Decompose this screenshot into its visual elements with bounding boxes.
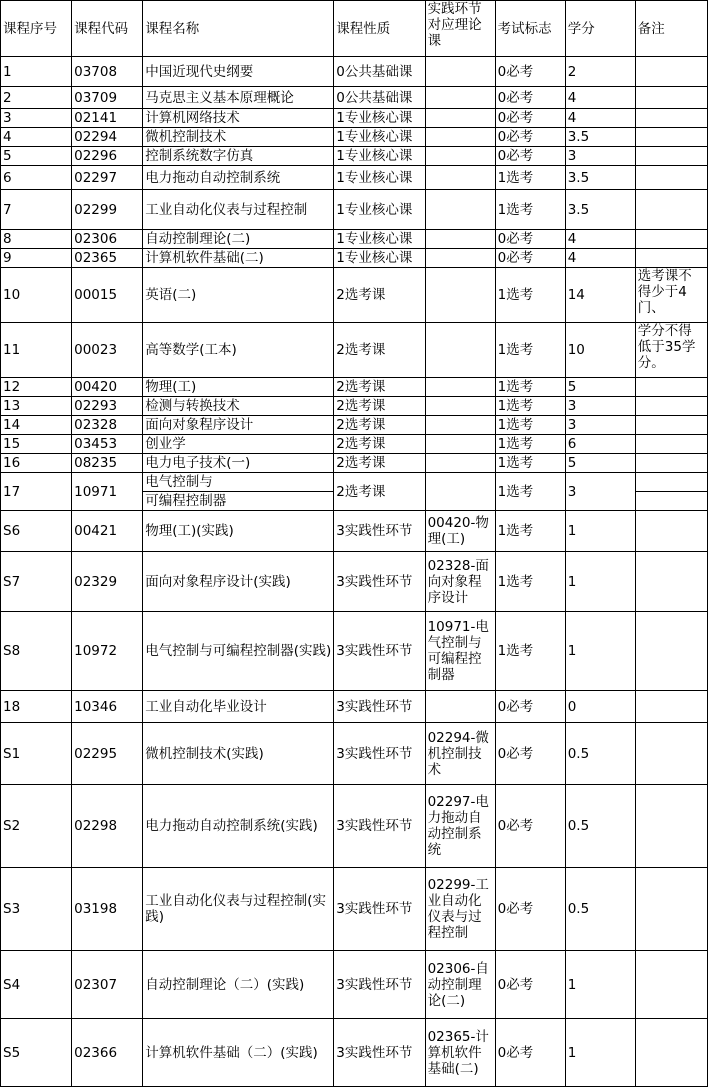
exam-flag: 0必考 [495,87,565,109]
table-row [1,323,708,378]
header-course-code: 课程代码 [72,1,143,57]
table-row [1,109,708,128]
note: 学分不得低于35学分。 [635,323,707,378]
exam-flag: 1选考 [495,552,565,612]
related-theory [425,166,495,190]
credit: 0.5 [565,868,635,951]
course-name: 面向对象程序设计(实践) [143,552,334,612]
course-no: 2 [1,87,72,109]
credit: 4 [565,87,635,109]
note [635,454,707,473]
credit: 1 [565,951,635,1019]
related-theory [425,268,495,323]
credit: 0 [565,691,635,723]
table-row [1,190,708,230]
credit: 4 [565,109,635,128]
note [635,57,707,87]
note [635,435,707,454]
course-no: 12 [1,378,72,397]
exam-flag: 1选考 [495,454,565,473]
note [635,249,707,268]
course-code: 02295 [72,723,143,785]
exam-flag: 0必考 [495,1019,565,1087]
course-name: 微机控制技术 [143,128,334,147]
note [635,951,707,1019]
course-type: 3实践性环节 [334,511,425,552]
exam-flag: 1选考 [495,435,565,454]
note [635,723,707,785]
credit: 1 [565,511,635,552]
credit: 14 [565,268,635,323]
course-type: 3实践性环节 [334,868,425,951]
course-code: 02299 [72,190,143,230]
header-exam-flag: 考试标志 [495,1,565,57]
course-code: 03709 [72,87,143,109]
course-type: 2选考课 [334,397,425,416]
course-type: 1专业核心课 [334,147,425,166]
credit: 5 [565,454,635,473]
course-no: 17 [1,473,72,511]
course-code: 02141 [72,109,143,128]
table-row [1,249,708,268]
exam-flag: 0必考 [495,691,565,723]
course-no: 5 [1,147,72,166]
course-name: 计算机软件基础（二）(实践) [143,1019,334,1087]
exam-flag: 0必考 [495,57,565,87]
course-type: 3实践性环节 [334,723,425,785]
course-name: 自动控制理论(二) [143,230,334,249]
course-name: 微机控制技术(实践) [143,723,334,785]
course-code: 03708 [72,57,143,87]
course-code: 02366 [72,1019,143,1087]
course-name: 马克思主义基本原理概论 [143,87,334,109]
table-row [1,166,708,190]
course-code: 10971 [72,473,143,511]
credit: 3 [565,147,635,166]
related-theory: 02294-微机控制技术 [425,723,495,785]
exam-flag: 0必考 [495,951,565,1019]
course-code: 02329 [72,552,143,612]
note: 选考课不得少于4门、 [635,268,707,323]
credit: 10 [565,323,635,378]
credit: 3 [565,473,635,511]
related-theory [425,230,495,249]
related-theory: 02306-自动控制理论(二) [425,951,495,1019]
course-no: 10 [1,268,72,323]
exam-flag: 1选考 [495,511,565,552]
course-name: 物理(工) [143,378,334,397]
related-theory [425,473,495,511]
exam-flag: 1选考 [495,190,565,230]
course-no: 13 [1,397,72,416]
credit: 3.5 [565,190,635,230]
course-no: 9 [1,249,72,268]
course-no: S1 [1,723,72,785]
exam-flag: 0必考 [495,128,565,147]
course-type: 2选考课 [334,473,425,511]
course-type: 2选考课 [334,435,425,454]
exam-flag: 1选考 [495,397,565,416]
exam-flag: 0必考 [495,785,565,868]
credit: 5 [565,378,635,397]
header-credit: 学分 [565,1,635,57]
table-row [1,397,708,416]
exam-flag: 1选考 [495,378,565,397]
course-no: S8 [1,612,72,691]
course-name: 物理(工)(实践) [143,511,334,552]
table-row [1,473,708,492]
course-no: 16 [1,454,72,473]
exam-flag: 1选考 [495,166,565,190]
note [635,492,707,511]
note [635,87,707,109]
course-no: 15 [1,435,72,454]
note [635,147,707,166]
exam-flag: 1选考 [495,268,565,323]
related-theory [425,435,495,454]
related-theory [425,57,495,87]
course-no: 1 [1,57,72,87]
table-row [1,785,708,868]
course-code: 02365 [72,249,143,268]
course-no: 8 [1,230,72,249]
note [635,511,707,552]
related-theory [425,454,495,473]
course-name: 创业学 [143,435,334,454]
course-name: 自动控制理论（二）(实践) [143,951,334,1019]
course-type: 2选考课 [334,416,425,435]
course-name-line2: 可编程控制器 [143,492,334,511]
table-row [1,612,708,691]
table-row [1,511,708,552]
credit: 0.5 [565,723,635,785]
course-code: 03198 [72,868,143,951]
related-theory [425,147,495,166]
course-no: S6 [1,511,72,552]
related-theory [425,109,495,128]
table-row [1,1019,708,1087]
related-theory: 02297-电力拖动自动控制系统 [425,785,495,868]
course-code: 02294 [72,128,143,147]
course-name: 工业自动化毕业设计 [143,691,334,723]
table-row [1,87,708,109]
course-name: 英语(二) [143,268,334,323]
course-type: 3实践性环节 [334,785,425,868]
note [635,190,707,230]
course-no: 11 [1,323,72,378]
exam-flag: 1选考 [495,473,565,511]
course-type: 2选考课 [334,454,425,473]
course-type: 1专业核心课 [334,190,425,230]
note [635,868,707,951]
related-theory [425,691,495,723]
related-theory: 00420-物理(工) [425,511,495,552]
credit: 3 [565,416,635,435]
related-theory: 10971-电气控制与可编程控制器 [425,612,495,691]
related-theory [425,378,495,397]
related-theory [425,416,495,435]
related-theory: 02365-计算机软件基础(二) [425,1019,495,1087]
course-code: 02298 [72,785,143,868]
course-code: 00023 [72,323,143,378]
credit: 1 [565,612,635,691]
course-name: 计算机网络技术 [143,109,334,128]
table-row [1,552,708,612]
course-type: 1专业核心课 [334,166,425,190]
exam-flag: 1选考 [495,323,565,378]
course-no: S2 [1,785,72,868]
course-name: 高等数学(工本) [143,323,334,378]
related-theory: 02299-工业自动化仪表与过程控制 [425,868,495,951]
header-related-theory: 实践环节对应理论课 [425,1,495,57]
related-theory [425,397,495,416]
credit: 4 [565,230,635,249]
course-type: 2选考课 [334,268,425,323]
course-no: 7 [1,190,72,230]
course-type: 0公共基础课 [334,87,425,109]
note [635,109,707,128]
course-code: 08235 [72,454,143,473]
course-code: 02293 [72,397,143,416]
table-row [1,868,708,951]
credit: 4 [565,249,635,268]
course-name: 面向对象程序设计 [143,416,334,435]
course-code: 10972 [72,612,143,691]
course-code: 10346 [72,691,143,723]
course-code: 02328 [72,416,143,435]
table-row [1,268,708,323]
credit: 1 [565,552,635,612]
credit: 3.5 [565,128,635,147]
table-row [1,723,708,785]
note [635,552,707,612]
course-no: S4 [1,951,72,1019]
note [635,416,707,435]
course-name: 控制系统数字仿真 [143,147,334,166]
header-course-type: 课程性质 [334,1,425,57]
credit: 2 [565,57,635,87]
course-type: 1专业核心课 [334,249,425,268]
course-type: 1专业核心课 [334,128,425,147]
note [635,691,707,723]
exam-flag: 1选考 [495,612,565,691]
course-type: 3实践性环节 [334,552,425,612]
related-theory [425,87,495,109]
table-row [1,57,708,87]
credit: 0.5 [565,785,635,868]
table-row [1,147,708,166]
exam-flag: 0必考 [495,868,565,951]
course-code: 00015 [72,268,143,323]
course-name: 检测与转换技术 [143,397,334,416]
course-type: 2选考课 [334,378,425,397]
related-theory [425,190,495,230]
header-row [1,1,708,57]
course-no: 18 [1,691,72,723]
course-code: 02306 [72,230,143,249]
exam-flag: 1选考 [495,416,565,435]
course-name: 计算机软件基础(二) [143,249,334,268]
course-name: 电力拖动自动控制系统 [143,166,334,190]
course-code: 02307 [72,951,143,1019]
note [635,378,707,397]
credit: 3.5 [565,166,635,190]
exam-flag: 0必考 [495,109,565,128]
table-row [1,416,708,435]
course-code: 00421 [72,511,143,552]
table-row [1,454,708,473]
related-theory [425,128,495,147]
course-no: 14 [1,416,72,435]
credit: 3 [565,397,635,416]
table-row [1,378,708,397]
course-name: 中国近现代史纲要 [143,57,334,87]
note [635,166,707,190]
course-name: 电力电子技术(一) [143,454,334,473]
exam-flag: 0必考 [495,723,565,785]
related-theory [425,249,495,268]
course-no: 3 [1,109,72,128]
table-row [1,951,708,1019]
note [635,128,707,147]
course-code: 02296 [72,147,143,166]
course-no: S7 [1,552,72,612]
header-course-no: 课程序号 [1,1,72,57]
course-type: 3实践性环节 [334,612,425,691]
note [635,785,707,868]
course-type: 1专业核心课 [334,230,425,249]
course-name: 工业自动化仪表与过程控制(实践) [143,868,334,951]
note [635,612,707,691]
course-type: 0公共基础课 [334,57,425,87]
table-row [1,128,708,147]
exam-flag: 0必考 [495,249,565,268]
course-type: 2选考课 [334,323,425,378]
credit: 6 [565,435,635,454]
course-no: 4 [1,128,72,147]
related-theory: 02328-面向对象程序设计 [425,552,495,612]
course-type: 3实践性环节 [334,691,425,723]
exam-flag: 0必考 [495,230,565,249]
course-no: 6 [1,166,72,190]
course-code: 02297 [72,166,143,190]
credit: 1 [565,1019,635,1087]
course-name: 工业自动化仪表与过程控制 [143,190,334,230]
course-name: 电力拖动自动控制系统(实践) [143,785,334,868]
note [635,1019,707,1087]
header-note: 备注 [635,1,707,57]
course-name-line1: 电气控制与 [143,473,334,492]
course-type: 3实践性环节 [334,951,425,1019]
table-row [1,435,708,454]
table-row [1,691,708,723]
note [635,397,707,416]
course-no: S3 [1,868,72,951]
exam-flag: 0必考 [495,147,565,166]
note [635,473,707,492]
course-no: S5 [1,1019,72,1087]
course-type: 1专业核心课 [334,109,425,128]
course-name: 电气控制与可编程控制器(实践) [143,612,334,691]
note [635,230,707,249]
related-theory [425,323,495,378]
course-code: 03453 [72,435,143,454]
header-course-name: 课程名称 [143,1,334,57]
table-row [1,230,708,249]
course-code: 00420 [72,378,143,397]
course-type: 3实践性环节 [334,1019,425,1087]
